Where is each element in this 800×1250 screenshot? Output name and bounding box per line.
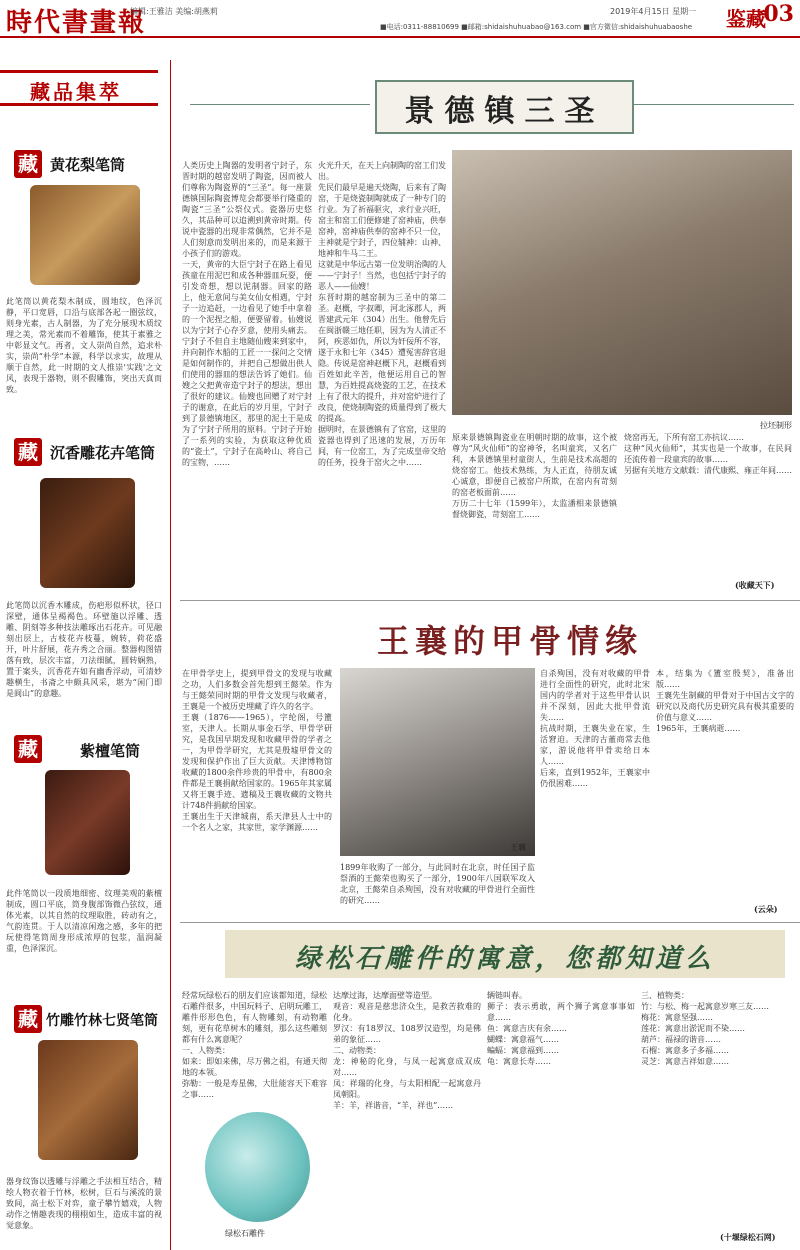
article-headline: 景德镇三圣 <box>404 94 605 129</box>
agarwood-brushpot-image <box>40 478 135 588</box>
item-description: 器身纹饰以透雕与浮雕之手法相互结合，精绘人物衣着于竹林，松树，巨石与溪流的景致间，高士松下对弈，童子攀竹嬉戏，人物动作之情趣表现的栩栩如生，造成丰富的视觉意象。 <box>6 1177 162 1230</box>
masthead <box>0 0 800 38</box>
item-title: 紫檀笔筒 <box>80 742 141 760</box>
article-column: 烧窑再无，下所有窑工亦抗议…… 这种“风火仙师”，其实也是一个故事，在民间还流传着一段童宾的故事…… 另据有关地方文献载：清代康熙、雍正年间…… <box>624 433 792 475</box>
item-description: 此笔筒以黄花梨木制成，圆地纹，色泽沉静，平口宽唇，口沿与底部各起一圈弦纹，则身光素，古人制器，为了充分展现木质纹理之美，常光素而不着雕饰，使其于素雅之中彰显文气。再者，文人崇尚自然，追求朴实，崇尚“朴学”本源，科学以求实，故理从顺于自然，此一时期的文人推崇'实践'之文风，表现于器物，则不假雕饰，突出天真而致。 <box>6 297 162 394</box>
item-title: 沉香雕花卉笔筒 <box>50 444 156 462</box>
sidebar-banner-title: 藏品集萃 <box>30 80 122 104</box>
article-column: 原来景德镇陶瓷业在明朝时期的故事，这个被尊为“风火仙师”的窑神爷，名叫童宾，又名广利，本景德镇里村童街人，生前是技术高超的烧窑窑工。他技术熟练，为人正直，待朋友诚心诚意，即便自己被窑户所欺，在窑内有苛刻的窑老板面前…… 万历二十七年（1599年），太监潘相来景德镇督烧御瓷，苛刻窑工…… <box>452 433 617 519</box>
photo-caption: 绿松石雕件 <box>225 1229 265 1238</box>
collection-seal: 藏 <box>14 150 42 178</box>
section-divider <box>180 600 800 601</box>
wang-xiang-portrait-photo <box>340 668 535 856</box>
article-column: 达摩过海，达摩面壁等造型。 观音：观音是慈悲济众生，是救苦救难的化身。 罗汉：有18罗汉、108罗汉造型，均是佛弟的象征…… 二、动物类： 龙：神秘的化身，与凤一起寓意成双成对…… 凤：祥瑞的化身，与太阳相配一起寓意丹凤朝阳。 羊：羊，祥谐音，“羊，祥也”…… <box>333 991 481 1110</box>
article-column: 1899年收购了一部分，与此同时在北京，时任国子监祭酒的王懿荣也购买了一部分，1900年八国联军攻入北京，王懿荣自杀殉国，没有对收藏的甲骨进行全面性的研究…… <box>340 863 535 905</box>
article-column: 在甲骨学史上，提到甲骨文的发现与收藏之功，人们多数会首先想到王懿荣。作为与王懿荣同时期的甲骨文发现与收藏者，王襄是一个被历史埋藏了许久的名字。 王襄（1876——1965），字纶阁，号簠室，天津人。长期从事金石学、甲骨学研究，是我国早期发现和收藏甲骨的学者之一，为甲骨学研究，尤其是殷墟甲骨文的发现和保护作出了巨大贡献。天津博物馆收藏的1800余件珍贵的甲骨中，有800余件都是王襄捐献给国家的。1965年其家属又将王襄手迹、遗稿及王襄收藏的文物共计748件捐献给国家。 王襄出生于天津城南，系天津县人士中的一个名人之家，其家世，家学渊源…… <box>182 669 332 832</box>
collection-seal: 藏 <box>14 1005 42 1033</box>
item-title: 黄花梨笔筒 <box>50 156 126 174</box>
article-column: 经常玩绿松石的朋友们应该都知道，绿松石雕件很多，中国玩料子、启明玩雕工，雕件形形色色，有人物雕刻，有动物雕刻，更有花草树木的雕刻，那么这些雕刻都有什么寓意呢？ 一、人物类： 如来：即如来佛，尽万佛之祖，有通天彻地的本领。 弥勒：一般是寿星佛，大肚能容天下难容之事…… <box>182 991 327 1099</box>
issue-date: 2019年4月15日 星期一 <box>610 7 697 16</box>
divider <box>634 104 794 105</box>
article-column: 火光升天，在天上向制陶的窑工们发出。 先民们最早是遍天烧陶，后来有了陶窑，于是烧瓷制陶就成了一种专门的行业。为了祈福驱灾，求行业兴旺，窑主和窑工们便修建了窑神庙，供奉窑神，窑神庙供奉的窑神不只一位，主神就是宁封子，四位辅神：山神、地神和牛马二王。 这就是中华远古第一位发明治陶的人——宁封子！当然，也包括宁封子的恶人——仙嫂！ 东晋时期的越窑制为三圣中的第二圣。赵概，字叔卿，河北涿郡人，两晋建武元年（304）出生。他曾先后在闽浙赣三地任职，因为为人清正不阿，疾恶如仇，所以为奸佞所不容，遂于永和七年（345）遭冤害辞官退隐。传说是窑神赵概下凡，赵概看到百姓如此辛苦，他便运用自己的智慧，为百姓提高烧瓷的工艺，在技术上有了很大的提升，并对窑炉进行了改良，使烧制陶瓷的质量得到了极大的提高。 据明时，在景德镇有了官窑，这里的瓷器也得到了迅速的发展，万历年间，有一位窑工，为了完成皇帝交给的任务，投身于窑火之中…… <box>318 161 446 467</box>
headline-box <box>300 610 720 660</box>
collection-seal: 藏 <box>14 438 42 466</box>
editor-credits: 编辑:王雅洁 美编:胡燕莉 <box>130 7 218 16</box>
zitan-brushpot-image <box>45 770 130 875</box>
photo-caption: 拉坯制形 <box>760 421 792 430</box>
section-divider <box>180 922 800 923</box>
item-description: 此件笔筒以一段质地细密、纹理美观的紫檀制成，圆口平底，筒身腹部饰微凸弦纹，通体光素，以其自然的纹理取胜，砖动有之，气韵连贯。于人以清凉闲逸之感，多年的把玩使得笔筒周身形成浓厚的包浆，温润凝重，色泽深沉。 <box>6 889 162 953</box>
collection-seal: 藏 <box>14 735 42 763</box>
newspaper-logo: 時代書畫報 <box>6 8 147 38</box>
turquoise-carving-image <box>205 1112 310 1222</box>
article-source: (云朵) <box>754 904 778 914</box>
headline-box <box>375 80 634 134</box>
article-column: 本，结集为《簠室殷契》，准备出版…… 王襄先生制藏的甲骨对于中国古文字的研究以及商代历史研究具有极其重要的价值与意义…… 1965年，王襄病逝…… <box>656 669 794 733</box>
photo-caption: 王襄 <box>510 843 526 852</box>
sidebar-banner <box>0 70 158 106</box>
huanghuali-brushpot-image <box>30 185 140 285</box>
page-number: 03 <box>763 1 794 27</box>
headline-box <box>225 930 785 978</box>
article-headline: 王襄的甲骨情缘 <box>376 622 643 660</box>
article-source: (收藏天下) <box>735 580 775 590</box>
contact-info: ■电话:0311-88810699 ■邮箱:shidaishuhuabao@163.com ■官方微信:shidaishuhuabaoshe <box>380 23 693 31</box>
section-name: 鉴藏 <box>726 7 766 31</box>
article-source: (十堰绿松石网) <box>720 1232 776 1242</box>
item-description: 此笔筒以沉香木雕成，伤疤形似杯状，径口深壁，通体呈褐褐色。环壁施以浮雕、透雕、阴刻等多种技法雕琢出石花卉。可见融刻出层上，古枝花卉枝蔓，婉转，荷花盛开，叶片舒展，花卉秀之合丽。整器构图错落有致，层次丰富，刀法细腻，圆转娴熟，置于案头，沉香花卉如有幽香浮动，可清妙趣横生，书斋之中颇具风采，堪为“闲门即是阆山”的意趣。 <box>6 601 162 698</box>
item-title: 竹雕竹林七贤笔筒 <box>46 1013 158 1029</box>
article-column: 三、植物类： 竹：与松、梅一起寓意岁寒三友…… 梅花：寓意坚强…… 莲花：寓意出淤泥而不染…… 葫芦：福禄的谐音…… 石榴：寓意多子多福…… 灵芝：寓意吉祥如意…… <box>641 991 769 1066</box>
article-column: 自杀殉国，没有对收藏的甲骨进行全面性的研究，此时北宋国内的学者对于这些甲骨认识并不深刻，因此大批甲骨流失…… 抗战时期，王襄失业在家，生活窘迫。天津的古董商常去他家，游说他将甲骨卖给日本人…… 后来，直到1952年，王襄家中仍很困难…… <box>540 669 650 788</box>
divider <box>190 104 370 105</box>
bamboo-brushpot-image <box>38 1040 138 1160</box>
pottery-figures-photo <box>452 150 792 415</box>
article-column: 人类历史上陶器的发明者宁封子，东晋时期的越窑发明了陶瓷，因而被人们尊称为陶瓷界的“三圣”。每一座景德镇国际陶瓷博览会都要举行隆重的陶瓷“三圣”公祭仪式。瓷器历史悠久，其品种可以追溯到黄帝时期。传说中瓷器的出现非常偶然，它并不是人们刻意而发明出来的，而是来源于小孩子们的游戏。 一天，黄帝的大臣宁封子在路上看见孩童在用泥巴和成各种器皿玩耍，便引发奇想，想以泥制器。回家的路上，他无意间与美女仙女相遇，宁封子一边追赶，一边看见了她手中拿着的一个泥捏之船，便要留着。仙嫂说以为宁封子心存歹意，使用头痛去。宁封子不但自主地随仙嫂来到家中，并向制作木船的工匠一一探问之交情是如何制作的，并把自己想做出供人们使用的器皿的想法告诉了她们。仙嫂之父把黄帝造宁封子的想法，想出了很好的建议。仙嫂也回赠了对宁封子的谢意，在此后的岁月里，宁封子到了景德镇地区，那里的泥土于是成为了宁封子所用的原料。宁封子开始了一系列的实验，为获取这种优质的“瓷土”，宁封子在高岭山、将自己的宝物，…… <box>182 161 312 467</box>
article-headline: 绿松石雕件的寓意，您都知道么 <box>294 944 715 974</box>
article-column: 辆链叫春。 狮子：表示勇敢，两个狮子寓意事事如意…… 鱼：寓意吉庆有余…… 蝴蝶：寓意福气…… 蝙蝠：寓意福到…… 龟：寓意长寿…… <box>487 991 635 1066</box>
